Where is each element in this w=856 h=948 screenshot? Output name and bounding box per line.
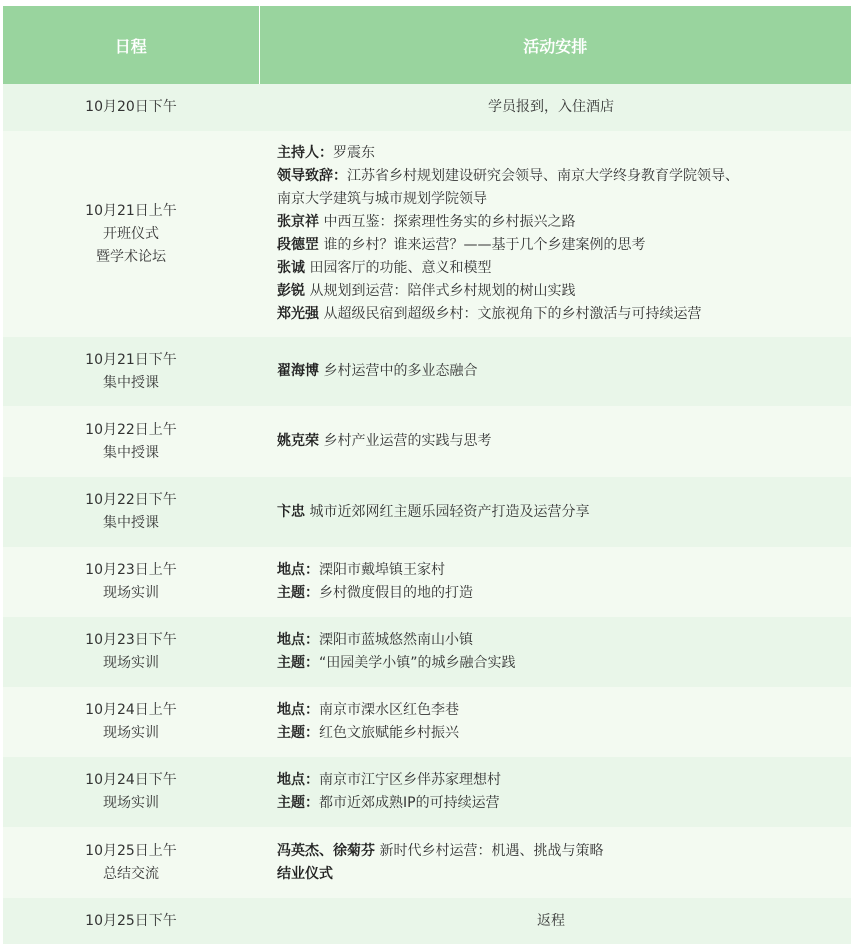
date-line: 10月25日上午 (85, 842, 177, 859)
activity-line (277, 188, 843, 211)
activity-text: 溧阳市蓝城悠然南山小镇 (319, 632, 473, 648)
schedule-activity (259, 131, 851, 337)
date-line: 10月21日下午 (85, 351, 177, 368)
activity-line (277, 430, 843, 453)
activity-text: 南京市江宁区乡伴苏家理想村 (319, 772, 501, 788)
date-line: 集中授课 (103, 444, 159, 461)
date-line: 现场实训 (103, 585, 159, 601)
date-line: 暨学术论坛 (96, 248, 166, 265)
activity-speaker: 地点： (277, 632, 319, 648)
activity-text: 田园客厅的功能、意义和模型 (309, 260, 492, 276)
activity-text: 乡村产业运营的实践与思考 (323, 433, 492, 449)
header-date: 日程 (3, 6, 259, 84)
activity-text: 南京市溧水区红色李巷 (319, 702, 459, 718)
activity-line (277, 722, 843, 745)
schedule-date (3, 898, 259, 944)
schedule-activity (259, 687, 851, 757)
schedule-date (3, 84, 259, 131)
date-line: 10月20日下午 (85, 99, 177, 115)
schedule-date (3, 757, 259, 827)
schedule-row (3, 84, 851, 131)
activity-line (277, 360, 843, 383)
date-line: 集中授课 (103, 374, 159, 391)
date-line: 10月23日下午 (85, 632, 177, 648)
date-line: 10月22日上午 (85, 421, 177, 438)
schedule-date (3, 687, 259, 757)
date-line: 现场实训 (103, 725, 159, 741)
activity-speaker: 姚克荣 (277, 433, 319, 449)
schedule-date (3, 827, 259, 898)
schedule-row (3, 687, 851, 757)
schedule-activity (259, 757, 851, 827)
activity-text: 从超级民宿到超级乡村：文旅视角下的乡村激活与可持续运营 (323, 306, 702, 322)
date-line: 10月23日上午 (85, 562, 177, 578)
activity-line (277, 234, 843, 257)
date-line: 10月24日下午 (85, 772, 177, 788)
activity-line (277, 257, 843, 280)
activity-text: 谁的乡村？谁来运营？——基于几个乡建案例的思考 (323, 237, 646, 253)
schedule-row (3, 757, 851, 827)
schedule-row (3, 131, 851, 337)
schedule-activity (259, 337, 851, 406)
activity-line (277, 769, 843, 792)
date-line: 10月24日上午 (85, 702, 177, 718)
date-line: 开班仪式 (103, 225, 159, 242)
activity-line (277, 840, 843, 863)
activity-line (277, 501, 843, 524)
activity-speaker: 彭锐 (277, 283, 305, 299)
activity-speaker: 主题： (277, 585, 319, 601)
activity-line (277, 165, 843, 188)
schedule-row (3, 406, 851, 477)
schedule-activity (259, 406, 851, 477)
activity-speaker: 翟海博 (277, 363, 319, 379)
schedule-row (3, 898, 851, 944)
activity-speaker: 主题： (277, 655, 319, 671)
schedule-activity (259, 84, 851, 131)
activity-text: 学员报到，入住酒店 (488, 99, 614, 115)
activity-line (277, 142, 843, 165)
activity-line (277, 211, 843, 234)
activity-speaker: 郑光强 (277, 306, 319, 322)
schedule-row (3, 617, 851, 687)
activity-speaker: 主持人： (277, 145, 333, 161)
activity-text: 江苏省乡村规划建设研究会领导、南京大学终身教育学院领导、 (347, 168, 739, 184)
date-line: 集中授课 (103, 515, 159, 531)
schedule-row (3, 337, 851, 406)
activity-text: 返程 (537, 912, 565, 929)
schedule-date (3, 617, 259, 687)
schedule-row (3, 547, 851, 617)
activity-text: 溧阳市戴埠镇王家村 (319, 562, 445, 578)
activity-line (277, 699, 843, 722)
activity-line (259, 910, 843, 933)
date-line: 10月25日下午 (85, 912, 177, 929)
activity-speaker: 地点： (277, 702, 319, 718)
date-line: 现场实训 (103, 795, 159, 811)
activity-speaker: 结业仪式 (277, 865, 333, 882)
activity-speaker: 张京祥 (277, 214, 319, 230)
schedule-table (3, 6, 851, 944)
schedule-activity (259, 898, 851, 944)
activity-text: 乡村运营中的多业态融合 (323, 363, 478, 379)
activity-line (277, 303, 843, 326)
activity-speaker: 段德罡 (277, 237, 319, 253)
schedule-row (3, 477, 851, 547)
activity-line (277, 863, 843, 886)
activity-text: “田园美学小镇”的城乡融合实践 (319, 655, 516, 671)
activity-speaker: 主题： (277, 795, 319, 811)
activity-text: 都市近郊成熟IP的可持续运营 (319, 795, 500, 811)
activity-line (277, 559, 843, 582)
activity-text: 南京大学建筑与城市规划学院领导 (277, 191, 487, 207)
activity-speaker: 领导致辞： (277, 168, 347, 184)
activity-speaker: 地点： (277, 772, 319, 788)
activity-speaker: 主题： (277, 725, 319, 741)
header-activity: 活动安排 (259, 6, 851, 84)
schedule-activity (259, 547, 851, 617)
activity-text: 从规划到运营：陪伴式乡村规划的树山实践 (309, 283, 576, 299)
date-line: 总结交流 (103, 865, 159, 882)
activity-text: 新时代乡村运营：机遇、挑战与策略 (379, 842, 604, 859)
activity-text: 城市近郊网红主题乐园轻资产打造及运营分享 (309, 503, 590, 520)
activity-line (277, 629, 843, 652)
schedule-date (3, 547, 259, 617)
activity-speaker: 冯英杰、徐菊芬 (277, 842, 375, 859)
schedule-date (3, 406, 259, 477)
activity-line (277, 280, 843, 303)
activity-line (277, 652, 843, 675)
activity-speaker: 地点： (277, 562, 319, 578)
activity-text: 红色文旅赋能乡村振兴 (319, 725, 459, 741)
schedule-date (3, 337, 259, 406)
schedule-body (3, 84, 851, 944)
date-line: 现场实训 (103, 655, 159, 671)
activity-line (259, 96, 843, 119)
activity-line (277, 582, 843, 605)
schedule-date (3, 131, 259, 337)
activity-text: 中西互鉴：探索理性务实的乡村振兴之路 (323, 214, 576, 230)
activity-text: 乡村微度假目的地的打造 (319, 585, 473, 601)
schedule-date (3, 477, 259, 547)
schedule-row (3, 827, 851, 898)
activity-speaker: 卞忠 (277, 503, 305, 520)
header-row (3, 6, 851, 84)
schedule-activity (259, 617, 851, 687)
activity-speaker: 张诚 (277, 260, 305, 276)
date-line: 10月22日下午 (85, 492, 177, 508)
activity-text: 罗震东 (333, 145, 375, 161)
activity-line (277, 792, 843, 815)
schedule-activity (259, 477, 851, 547)
date-line: 10月21日上午 (85, 202, 177, 219)
schedule-activity (259, 827, 851, 898)
